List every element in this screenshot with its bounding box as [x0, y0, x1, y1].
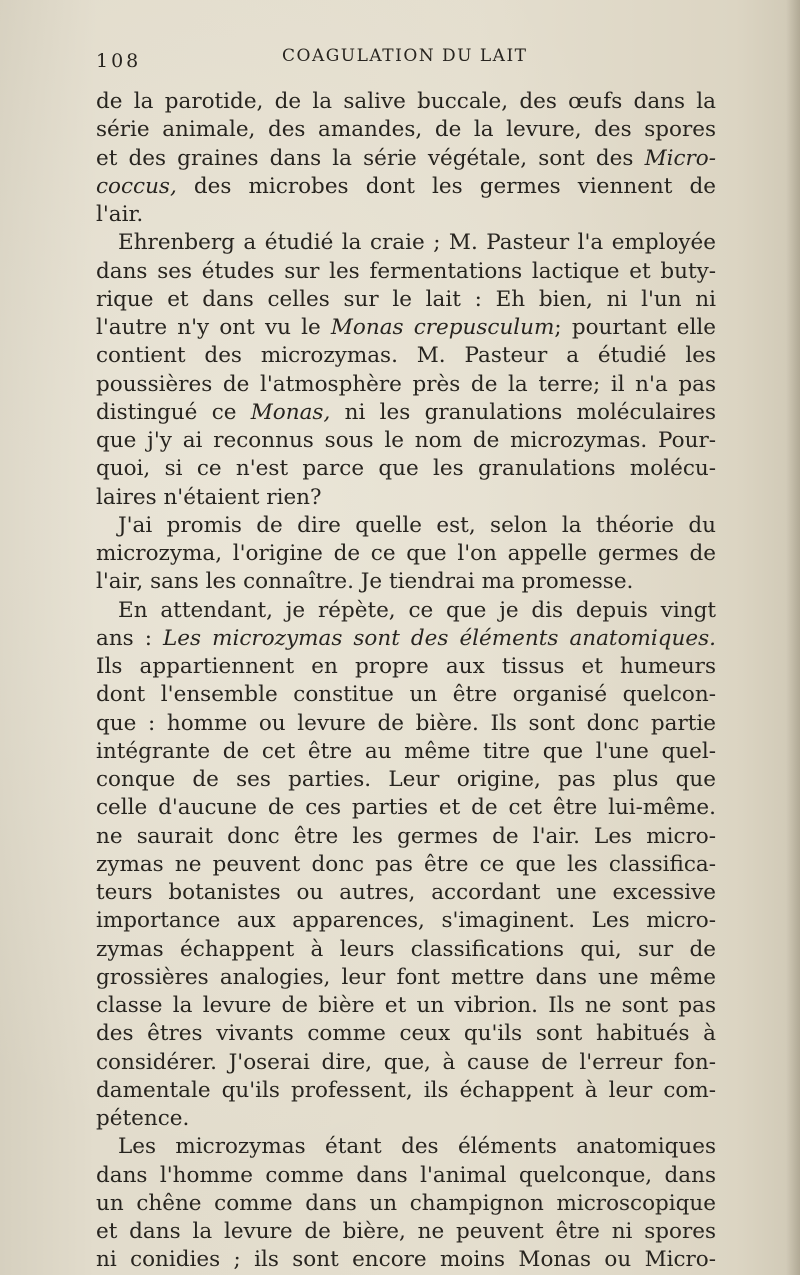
text-line [96, 258, 716, 286]
running-head: COAGULATION DU LAIT [282, 46, 528, 66]
text-run: dont l'ensemble constitue un être organisé quelcon- [96, 682, 716, 708]
text-run: poussières de l'atmosphère près de la terre; il n'a pas [96, 371, 716, 397]
text-run: rique et dans celles sur le lait : Eh bien, ni l'un ni [96, 286, 716, 312]
text-line [96, 1133, 716, 1161]
text-run: classe la levure de bière et un vibrion. Ils ne sont pas [96, 993, 716, 1018]
text-run: et dans la levure de bière, ne peuvent être ni spores [96, 1219, 716, 1244]
text-line [96, 681, 716, 709]
text-line [96, 625, 716, 653]
text-run: laires n'étaient rien? [96, 484, 322, 510]
text-run: un chêne comme dans un champignon microscopique [96, 1190, 716, 1216]
text-line [96, 568, 716, 596]
text-run: teurs botanistes ou autres, accordant une excessive [96, 880, 716, 905]
italic-run: Monas, [250, 399, 331, 425]
text-run: ne saurait donc être les germes de l'air. Les micro- [96, 823, 716, 849]
text-run: intégrante de cet être au même titre que l'une quel- [96, 738, 716, 764]
text-run: dans l'homme comme dans l'animal quelconque, dans [96, 1162, 716, 1188]
text-line [96, 371, 716, 399]
text-line [96, 907, 716, 935]
text-run: J'ai promis de dire quelle est, selon la théorie du [118, 512, 716, 538]
text-run: ni conidies ; ils sont encore moins Monas ou Micro- [96, 1247, 716, 1273]
text-line [96, 229, 716, 257]
text-line [96, 1105, 716, 1133]
text-line [96, 851, 716, 879]
text-run: l'air. [96, 202, 144, 227]
text-line [96, 936, 716, 964]
text-line [96, 879, 716, 907]
text-run: microzyma, l'origine de ce que l'on appelle germes de [96, 541, 716, 566]
text-run: quoi, si ce n'est parce que les granulations molécu- [96, 456, 716, 482]
text-run: ans : [96, 625, 164, 651]
text-line [96, 399, 716, 427]
text-run: conque de ses parties. Leur origine, pas plus que [96, 767, 716, 792]
text-line [96, 1049, 716, 1077]
text-run: et des graines dans la série végétale, sont des [96, 145, 645, 171]
text-run: Ils appartiennent en propre aux tissus et humeurs [96, 654, 716, 679]
body-text [96, 88, 716, 1275]
text-run: Les microzymas étant des éléments anatomiques [118, 1134, 716, 1160]
text-run: grossières analogies, leur font mettre dans une même [96, 964, 716, 990]
text-run: ni les granulations moléculaires [330, 399, 716, 425]
text-run: distingué ce [96, 399, 251, 425]
text-line [96, 738, 716, 766]
text-line [96, 145, 716, 173]
text-run: que : homme ou levure de bière. Ils sont donc partie [96, 710, 716, 736]
page-edge-shadow [786, 0, 800, 1275]
text-run: série animale, des amandes, de la levure, des spores [96, 117, 716, 143]
italic-run: coccus, [96, 173, 177, 199]
text-run: importance aux apparences, s'imaginent. Les micro- [96, 908, 716, 934]
italic-run: Micro- [644, 145, 716, 171]
text-line [96, 1020, 716, 1048]
text-line [96, 455, 716, 483]
text-run: contient des microzymas. M. Pasteur a étudié les [96, 343, 716, 369]
text-line [96, 88, 716, 116]
text-run: dans ses études sur les fermentations lactique et buty- [96, 258, 716, 284]
text-run: pétence. [96, 1106, 190, 1131]
text-line [96, 823, 716, 851]
text-run: zymas échappent à leurs classifications qui, sur de [96, 936, 716, 962]
text-run: considérer. J'oserai dire, que, à cause de l'erreur fon- [96, 1049, 716, 1075]
text-line [96, 1162, 716, 1190]
page-header [96, 42, 710, 72]
text-line [96, 512, 716, 540]
text-line [96, 201, 716, 229]
text-run: zymas ne peuvent donc pas être ce que les classifica- [96, 851, 716, 877]
text-run: l'autre n'y ont vu le [96, 315, 331, 340]
italic-run: Monas crepusculum [330, 315, 555, 340]
text-line [96, 173, 716, 201]
text-line [96, 1246, 716, 1274]
text-line [96, 314, 716, 342]
text-line [96, 427, 716, 455]
text-line [96, 1218, 716, 1246]
text-run: ; pourtant elle [554, 315, 716, 340]
text-line [96, 794, 716, 822]
text-line [96, 1077, 716, 1105]
text-run: que j'y ai reconnus sous le nom de microzymas. Pour- [96, 428, 716, 453]
text-line [96, 710, 716, 738]
text-line [96, 992, 716, 1020]
text-line [96, 484, 716, 512]
text-line [96, 653, 716, 681]
page-number: 108 [96, 50, 142, 72]
text-line [96, 766, 716, 794]
text-run: damentale qu'ils professent, ils échappent à leur com- [96, 1077, 716, 1103]
text-line [96, 286, 716, 314]
text-line [96, 1190, 716, 1218]
text-run: de la parotide, de la salive buccale, des œufs dans la [96, 89, 716, 114]
text-run: des êtres vivants comme ceux qu'ils sont habitués à [96, 1021, 716, 1047]
italic-run: Les microzymas sont des éléments anatomiques. [163, 625, 716, 651]
text-run: des microbes dont les germes viennent de [176, 173, 716, 199]
text-line [96, 342, 716, 370]
text-run: l'air, sans les connaître. Je tiendrai ma promesse. [96, 569, 634, 595]
text-run: En attendant, je répète, ce que je dis depuis vingt [118, 597, 716, 623]
text-line [96, 116, 716, 144]
text-line [96, 540, 716, 568]
text-line [96, 597, 716, 625]
text-line [96, 964, 716, 992]
text-run: Ehrenberg a étudié la craie ; M. Pasteur l'a employée [118, 230, 716, 256]
text-run: celle d'aucune de ces parties et de cet être lui-même. [96, 795, 716, 821]
